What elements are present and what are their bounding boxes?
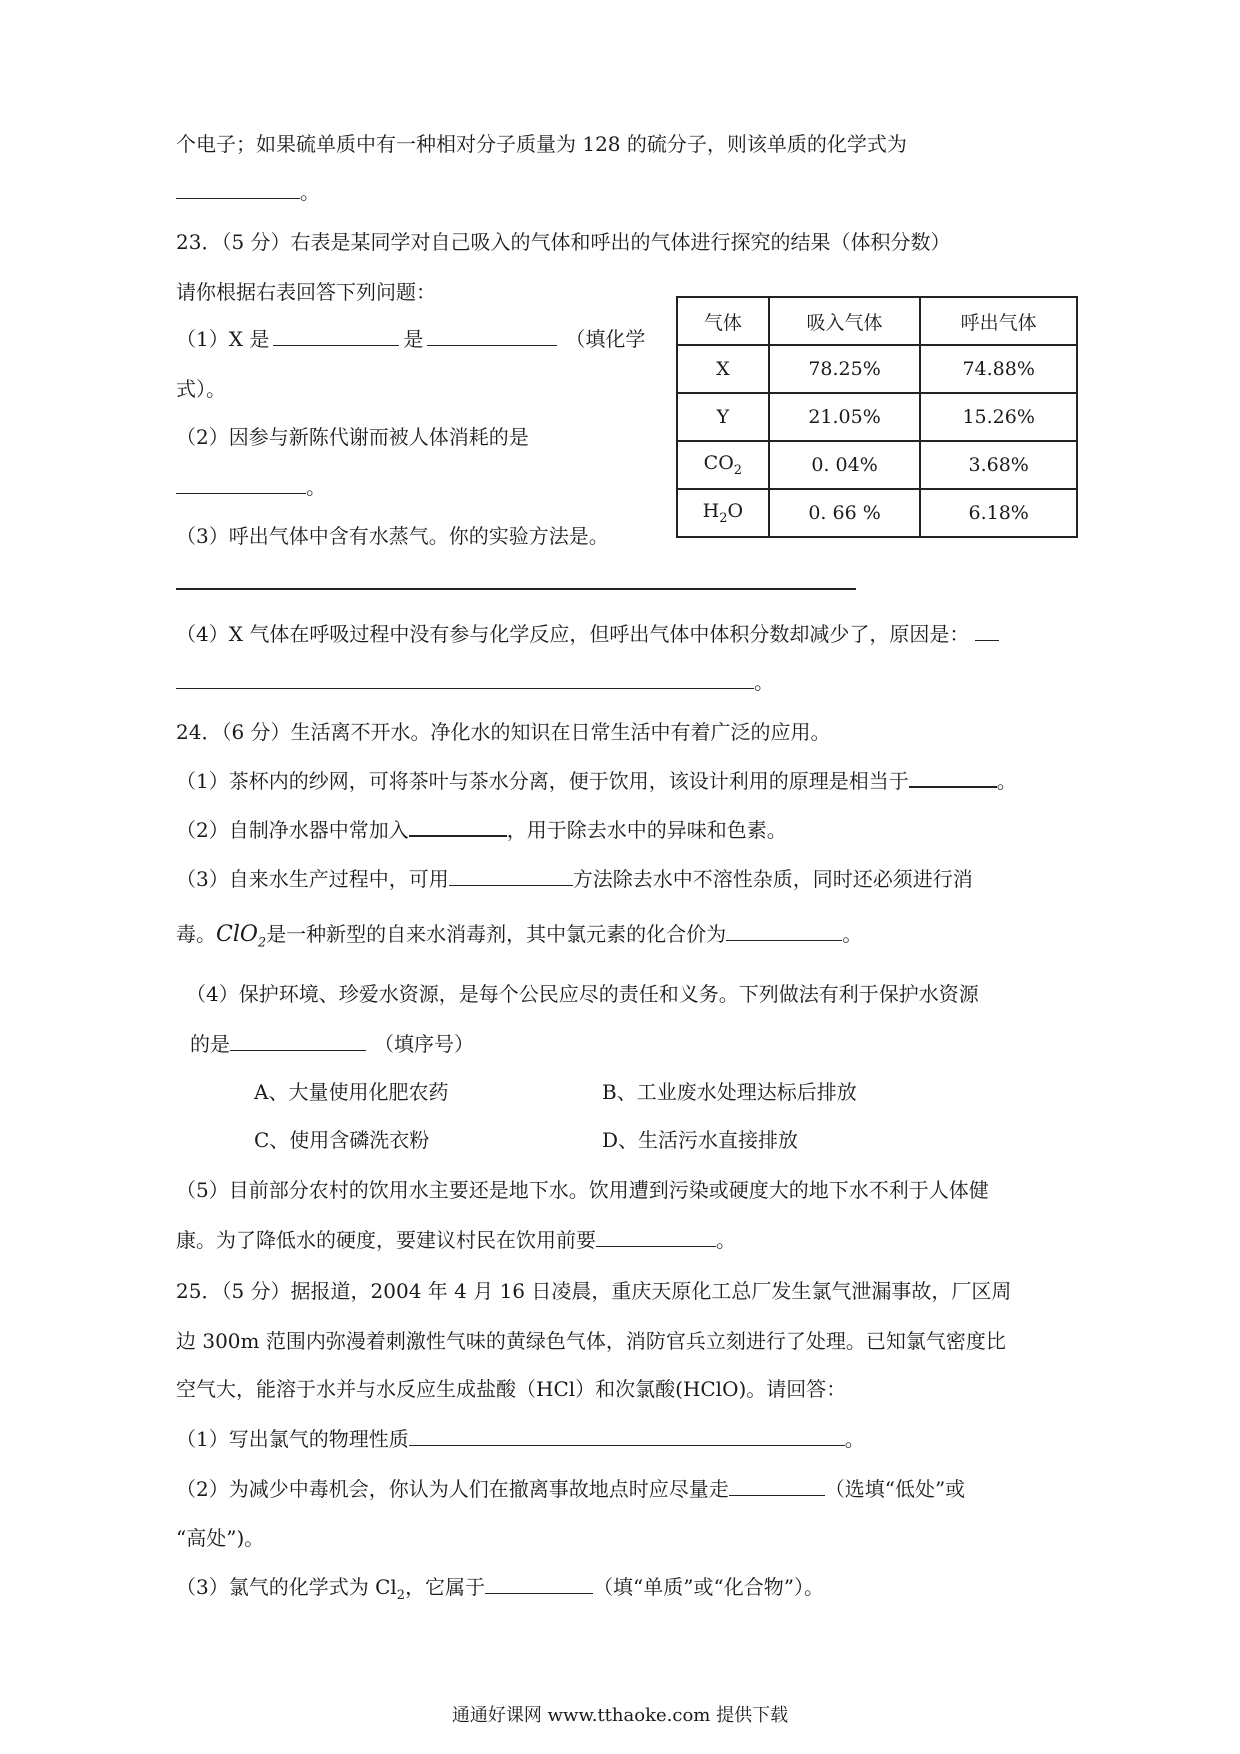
table-cell-gas: $CO_2$	[677, 441, 769, 489]
q25-part1: （1）写出氯气的物理性质 。	[176, 1427, 865, 1451]
page-footer: 通通好课网 www.tthaoke.com 提供下载	[451, 1705, 789, 1726]
q23-part4-blank-start[interactable]	[975, 620, 999, 641]
q25-part3-blank[interactable]	[485, 1573, 593, 1594]
q24-part5: （5）目前部分农村的饮用水主要还是地下水。饮用遭到污染或硬度大的地下水不利于人体健	[176, 1178, 989, 1202]
q24-part1: （1）茶杯内的纱网，可将茶叶与茶水分离，便于饮用，该设计利用的原理是相当于 。	[176, 766, 1017, 795]
q23-x-blank[interactable]	[273, 325, 399, 346]
table-cell-exhaled: 6.18%	[920, 489, 1077, 537]
table-cell-gas: $H_2O$	[677, 489, 769, 537]
q24-part5-cont: 康。为了降低水的硬度，要建议村民在饮用前要 。	[176, 1228, 736, 1252]
q23-part1: （1）X 是 是 （填化学	[176, 327, 646, 351]
gas-volume-table	[676, 296, 1078, 538]
option-d: D、生活污水直接排放	[602, 1128, 799, 1152]
table-row	[677, 393, 1077, 441]
table-header-cell: 气体	[677, 297, 769, 345]
q25-line2: 边 300m 范围内弥漫着刺激性气味的黄绿色气体，消防官兵立刻进行了处理。已知氯气密度比	[176, 1329, 1006, 1353]
table-cell-inhaled: 21.05%	[769, 393, 921, 441]
q23-consumed-blank[interactable]	[176, 473, 306, 494]
q23-part2: （2）因参与新陈代谢而被人体消耗的是	[176, 425, 529, 449]
option-a: A、大量使用化肥农药	[254, 1080, 449, 1104]
q22-line1: 个电子；如果硫单质中有一种相对分子质量为 128 的硫分子，则该单质的化学式为	[176, 132, 907, 156]
q23-part1-cont: 式）。	[176, 377, 226, 401]
q24-part4: （4）保护环境、珍爱水资源，是每个公民应尽的责任和义务。下列做法有利于保护水资源	[186, 982, 979, 1006]
table-cell-gas: Y	[677, 393, 769, 441]
table-cell-inhaled: 0. 04%	[769, 441, 921, 489]
q22-answer-blank[interactable]	[176, 178, 300, 199]
q24-part4-blank[interactable]	[230, 1030, 366, 1051]
q24-part2-blank[interactable]	[409, 815, 507, 837]
clo2-formula: ClO$_2$	[216, 922, 267, 951]
q23-part4: （4）X 气体在呼吸过程中没有参与化学反应，但呼出气体中体积分数却减少了，原因是：	[176, 620, 999, 648]
q24-title: 24．（6 分）生活离不开水。净化水的知识在日常生活中有着广泛的应用。	[176, 720, 831, 744]
q23-title: 23．（5 分）右表是某同学对自己吸入的气体和呼出的气体进行探究的结果（体积分数）	[176, 230, 951, 254]
q25-part2-blank[interactable]	[729, 1475, 825, 1496]
q25-part2-cont: “高处”)。	[176, 1526, 265, 1550]
q23-intro: 请你根据右表回答下列问题：	[176, 280, 436, 304]
q23-part2-answer: 。	[176, 473, 326, 501]
q23-part3: （3）呼出气体中含有水蒸气。你的实验方法是。	[176, 524, 609, 548]
q24-part1-blank[interactable]	[909, 766, 997, 788]
table-cell-inhaled: 0. 66 %	[769, 489, 921, 537]
q24-part3-method-blank[interactable]	[449, 865, 573, 886]
option-b: B、工业废水处理达标后排放	[602, 1080, 857, 1104]
q25-line3: 空气大，能溶于水并与水反应生成盐酸（HCl）和次氯酸(HClO)。请回答：	[176, 1377, 847, 1401]
table-row	[677, 441, 1077, 489]
q25-part1-blank[interactable]	[409, 1425, 845, 1446]
q23-part4-answer-line[interactable]	[176, 668, 754, 689]
q25-part2: （2）为减少中毒机会，你认为人们在撤离事故地点时应尽量走 （选填“低处”或	[176, 1477, 966, 1501]
table-cell-exhaled: 74.88%	[920, 345, 1077, 393]
q25-part3: （3）氯气的化学式为 $Cl_2$，它属于 （填“单质”或“化合物”）。	[176, 1575, 824, 1603]
q24-part4-cont: 的是 （填序号）	[190, 1032, 474, 1056]
table-header-row	[677, 297, 1077, 345]
q24-part3-cont: 毒。ClO$_2$是一种新型的自来水消毒剂，其中氯元素的化合价为 。	[176, 922, 863, 951]
table-cell-exhaled: 3.68%	[920, 441, 1077, 489]
q24-part3: （3）自来水生产过程中，可用 方法除去水中不溶性杂质，同时还必须进行消	[176, 867, 973, 891]
option-c: C、使用含磷洗衣粉	[254, 1128, 430, 1152]
q24-part2: （2）自制净水器中常加入 ，用于除去水中的异味和色素。	[176, 815, 787, 844]
table-cell-gas: X	[677, 345, 769, 393]
table-header-cell: 呼出气体	[920, 297, 1077, 345]
q23-part4-answer: 。	[176, 668, 774, 696]
q24-part5-blank[interactable]	[596, 1226, 716, 1247]
table-header-cell: 吸入气体	[769, 297, 921, 345]
table-row	[677, 345, 1077, 393]
q24-valence-blank[interactable]	[726, 920, 842, 941]
q22-line2: 。	[176, 178, 320, 206]
q23-y-blank[interactable]	[427, 325, 557, 346]
table-cell-inhaled: 78.25%	[769, 345, 921, 393]
table-cell-exhaled: 15.26%	[920, 393, 1077, 441]
q25-line1: 25．（5 分）据报道，2004 年 4 月 16 日凌晨，重庆天原化工总厂发生氯气泄漏事故，厂区周	[176, 1279, 1012, 1303]
table-row	[677, 489, 1077, 537]
q23-part3-answer-line[interactable]	[176, 588, 856, 590]
